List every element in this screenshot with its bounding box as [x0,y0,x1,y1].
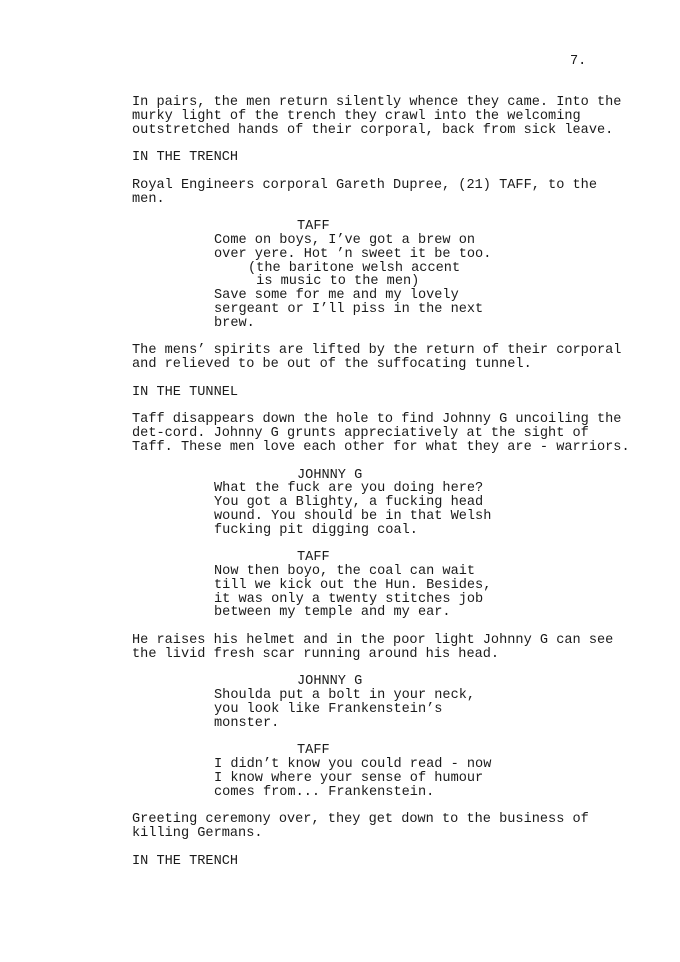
character-name: JOHNNY G [297,467,363,483]
parenthetical: (the baritone welsh accent is music to the men) [248,260,461,290]
character-name: TAFF [297,550,330,566]
scene-heading: IN THE TRENCH [132,853,239,869]
dialogue-line: What the fuck are you doing here? You got a Blighty, a fucking head wound. You should be in that Welsh fucking pit digging coal. [214,481,492,538]
page-number: 7. [570,54,587,69]
action-line: The mens’ spirits are lifted by the return of their corporal and relieved to be out of the suffocating tunnel. [132,343,622,373]
dialogue-line: Now then boyo, the coal can wait till we kick out the Hun. Besides, it was only a twenty stitches job between my temple and my ear. [214,564,492,621]
scene-heading: IN THE TUNNEL [132,384,239,400]
character-name: JOHNNY G [297,674,363,690]
dialogue-line: I didn’t know you could read - now I know where your sense of humour comes from... Frankenstein. [214,757,492,800]
character-name: TAFF [297,219,330,235]
scene-heading: IN THE TRENCH [132,150,239,166]
action-line: In pairs, the men return silently whence they came. Into the murky light of the trench they crawl into the welcoming outstretched hands of their corporal, back from sick leave. [132,95,622,138]
action-line: Royal Engineers corporal Gareth Dupree, (21) TAFF, to the men. [132,177,597,207]
action-line: He raises his helmet and in the poor light Johnny G can see the livid fresh scar running around his head. [132,633,614,662]
dialogue-line: Shoulda put a bolt in your neck, you look like Frankenstein’s monster. [214,688,476,731]
dialogue-line: Come on boys, I’ve got a brew on over yere. Hot ’n sweet it be too. [214,232,492,262]
dialogue-line: Save some for me and my lovely sergeant or I’ll piss in the next brew. [214,288,484,331]
character-name: TAFF [297,743,330,759]
action-line: Taff disappears down the hole to find Johnny G uncoiling the det-cord. Johnny G grunts appreciatively at the sight of Taff. These men love each other for what they are - warriors. [132,412,630,455]
screenplay-body [132,96,632,869]
action-line: Greeting ceremony over, they get down to the business of killing Germans. [132,812,589,842]
